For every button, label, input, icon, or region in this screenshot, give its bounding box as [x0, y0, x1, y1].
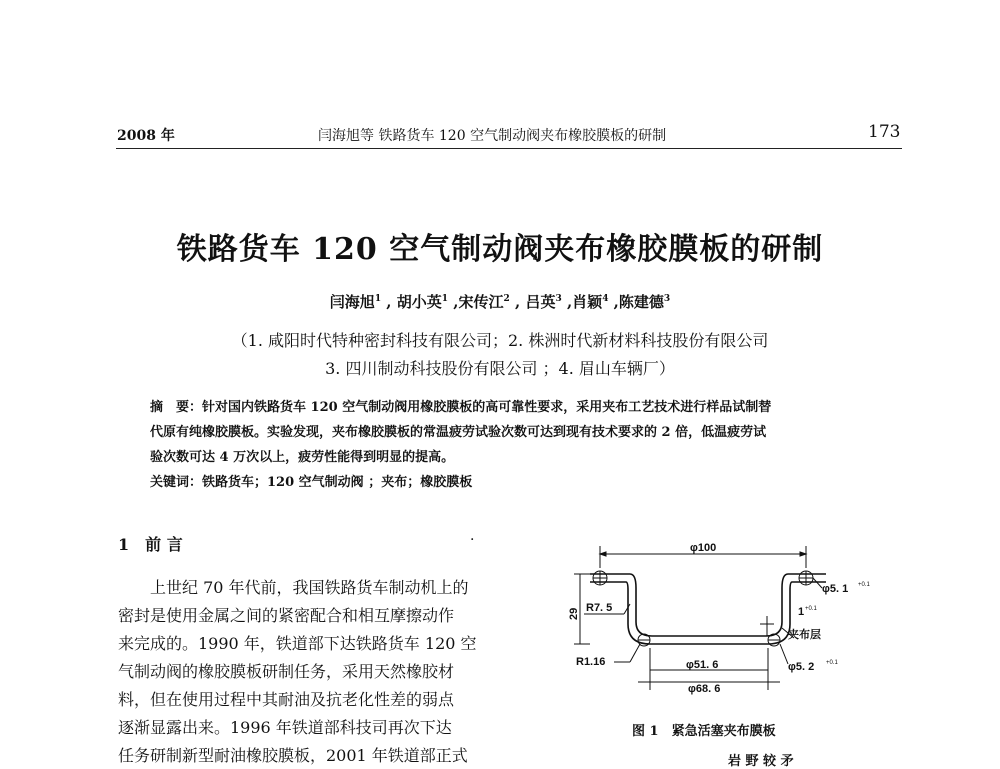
cut-off-text: 岩 野 较 矛 [728, 754, 794, 769]
abstract-line: 验次数可达 4 万次以上，疲劳性能得到明显的提高。 [150, 450, 455, 465]
author: 宋传江$^2$ , [458, 293, 526, 311]
dim-d51-tol: φ5. 1 [822, 583, 849, 595]
author: 肖颖$^4$ , [572, 293, 619, 311]
body-text-line: 气制动阀的橡胶膜板研制任务，采用天然橡胶材 [118, 662, 455, 681]
running-header-title: 闫海旭等 铁路货车 120 空气制动阀夹布橡胶膜板的研制 [318, 128, 667, 144]
dim-h29: 29 [568, 607, 580, 620]
author: 闫海旭$^1$ , [329, 293, 397, 311]
figure-diaphragm-drawing [560, 540, 880, 700]
leader-line [780, 644, 788, 664]
dim-r116: R1.16 [576, 656, 606, 668]
leader-line [624, 604, 630, 614]
affiliation-line: （1. 咸阳时代特种密封科技有限公司；2. 株洲时代新材料科技股份有限公司 [231, 331, 769, 350]
dim-r75: R7. 5 [586, 602, 613, 614]
keywords: 关键词：铁路货车；120 空气制动阀 ；夹布；橡胶膜板 [150, 475, 473, 490]
dim-d52-tol-sup: +0.1 [826, 660, 838, 666]
author: 吕英$^3$ , [525, 293, 573, 311]
dim-d51-tol-sup: +0.1 [858, 582, 870, 588]
affiliation-line: 3. 四川制动科技股份有限公司 ；4. 眉山车辆厂） [325, 359, 675, 378]
abstract-line: 摘 要：针对国内铁路货车 120 空气制动阀用橡胶膜板的高可靠性要求，采用夹布工艺技术进行样品试制替 [150, 400, 772, 415]
leader-line [630, 644, 640, 662]
body-text-line: 来完成的。1990 年，铁道部下达铁路货车 120 空 [118, 634, 477, 653]
stray-mark: · [470, 532, 475, 548]
body-text-line: 任务研制新型耐油橡胶膜板，2001 年铁道部正式 [118, 746, 468, 765]
author: 胡小英$^1$ , [396, 293, 459, 311]
section-heading: 1 前 言 [118, 535, 183, 554]
leader-line [813, 578, 822, 588]
running-header-year: 2008 年 [117, 128, 175, 144]
dim-d51: φ51. 6 [686, 659, 719, 671]
body-text-line: 上世纪 70 年代前，我国铁路货车制动机上的 [118, 578, 469, 597]
dim-d52-tol: φ5. 2 [788, 661, 815, 673]
header-rule [116, 148, 902, 149]
page-number: 173 [868, 122, 901, 142]
author-list [0, 291, 1000, 312]
paper-title: 铁路货车 120 空气制动阀夹布橡胶膜板的研制 [176, 232, 824, 267]
dim-t1-sup: +0.1 [805, 606, 817, 612]
body-text-line: 密封是使用金属之间的紧密配合和相互摩擦动作 [118, 606, 455, 625]
figure-caption: 图 1 紧急活塞夹布膜板 [632, 724, 776, 739]
arrow-head [800, 552, 806, 556]
body-text-line: 逐渐显露出来。1996 年铁道部科技司再次下达 [118, 718, 452, 737]
author: 陈建德$^3$ [618, 293, 671, 311]
body-text-line: 料，但在使用过程中其耐油及抗老化性差的弱点 [118, 690, 455, 709]
dim-t1: 1 [798, 606, 805, 618]
dim-d100: φ100 [690, 542, 717, 554]
arrow-head [600, 552, 606, 556]
label-layer: 夹布层 [788, 629, 821, 641]
abstract-line: 代原有纯橡胶膜板。实验发现，夹布橡胶膜板的常温疲劳试验次数可达到现有技术要求的 2 倍，低温疲劳试 [150, 425, 767, 440]
dim-d68: φ68. 6 [688, 683, 721, 695]
